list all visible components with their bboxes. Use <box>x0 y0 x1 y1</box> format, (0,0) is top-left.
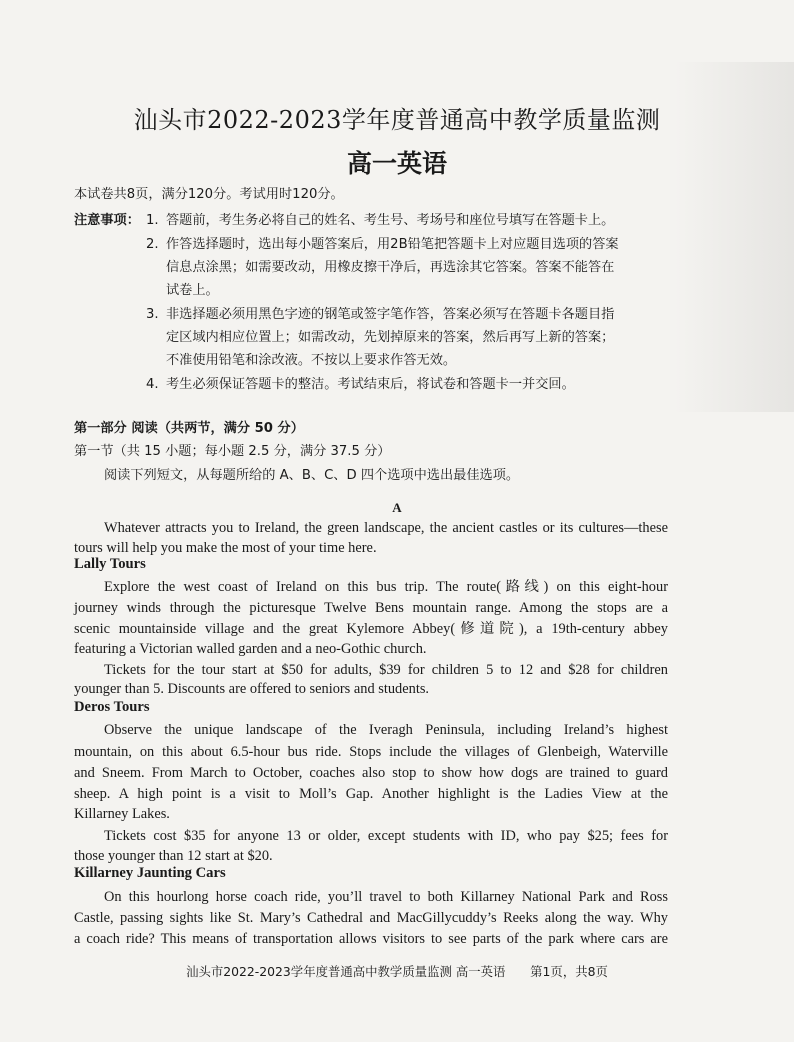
note-2-num: 2. <box>146 237 159 252</box>
note-2-line-1: 作答选择题时，选出每小题答案后，用2B铅笔把答题卡上对应题目选项的答案 <box>166 237 619 252</box>
tour-1-p1-line-4: featuring a Victorian walled garden and a neo-Gothic church. <box>74 641 427 657</box>
note-3-num: 3. <box>146 307 159 322</box>
tour-1-name: Lally Tours <box>74 556 146 572</box>
section1-instructions: 阅读下列短文，从每题所给的 A、B、C、D 四个选项中选出最佳选项。 <box>104 468 520 483</box>
notes-label: 注意事项： <box>74 213 140 228</box>
tour-2-p1-line-3: and Sneem. From March to October, coaches also stop to show how dogs are trained to guard <box>74 765 668 781</box>
tour-2-p1-line-1: Observe the unique landscape of the Iveragh Peninsula, including Ireland’s highest <box>104 722 668 738</box>
tour-3-p1-line-2: Castle, passing sights like St. Mary’s Cathedral and MacGillycuddy’s Reeks along the way. Why <box>74 910 668 926</box>
tour-1-p1-line-2: journey winds through the picturesque Twelve Bens mountain range. Among the stops are a <box>74 600 668 616</box>
tour-1-p2-line-1: Tickets for the tour start at $50 for adults, $39 for children 5 to 12 and $28 for children <box>104 662 668 678</box>
page-footer: 汕头市2022-2023学年度普通高中教学质量监测 高一英语 第1页，共8页 <box>186 964 608 979</box>
exam-subtitle: 高一英语 <box>346 149 447 178</box>
note-3-line-3: 不准使用铅笔和涂改液。不按以上要求作答无效。 <box>166 353 457 368</box>
note-4-line: 考生必须保证答题卡的整洁。考试结束后，将试卷和答题卡一并交回。 <box>166 377 575 392</box>
tour-2-p2-line-1: Tickets cost $35 for anyone 13 or older, except students with ID, who pay $25; fees for <box>104 828 668 844</box>
tour-1-p1-line-3: scenic mountainside village and the great Kylemore Abbey(修道院), a 19th-century abbey <box>74 621 668 637</box>
tour-2-p1-line-2: mountain, on this about 6.5-hour bus ride. Stops include the villages of Glenbeigh, Waterville <box>74 744 668 760</box>
tour-2-p2-line-2: those younger than 12 start at $20. <box>74 848 273 864</box>
note-2-line-3: 试卷上。 <box>166 283 219 298</box>
tour-1-p2-line-2: younger than 5. Discounts are offered to seniors and students. <box>74 681 430 697</box>
section1-title: 第一节（共 15 小题；每小题 2.5 分，满分 37.5 分） <box>74 444 391 459</box>
intro-line-1: Whatever attracts you to Ireland, the green landscape, the ancient castles or its cultures—these <box>104 520 668 536</box>
note-1-num: 1. <box>146 213 159 228</box>
note-3-line-1: 非选择题必须用黑色字迹的钢笔或签字笔作答，答案必须写在答题卡各题目指 <box>166 307 615 322</box>
note-3-line-2: 定区域内相应位置上；如需改动，先划掉原来的答案，然后再写上新的答案； <box>166 330 615 345</box>
tour-3-p1-line-3: a coach ride? This means of transportation allows visitors to see parts of the park where cars are <box>74 931 668 947</box>
passage-label: A <box>392 500 402 515</box>
intro-line-2: tours will help you make the most of your time here. <box>74 540 377 556</box>
note-1-line: 答题前，考生务必将自己的姓名、考生号、考场号和座位号填写在答题卡上。 <box>166 213 615 228</box>
tour-3-p1-line-1: On this hourlong horse coach ride, you’ll travel to both Killarney National Park and Ross <box>104 889 668 905</box>
tour-2-p1-line-5: Killarney Lakes. <box>74 806 170 822</box>
exam-title: 汕头市2022-2023学年度普通高中教学质量监测 <box>133 106 661 134</box>
tour-3-name: Killarney Jaunting Cars <box>74 865 226 881</box>
exam-info: 本试卷共8页，满分120分。考试用时120分。 <box>74 187 344 202</box>
tour-1-p1-line-1: Explore the west coast of Ireland on this bus trip. The route(路线) on this eight-hour <box>104 579 668 595</box>
note-2-line-2: 信息点涂黑；如需要改动，用橡皮擦干净后，再选涂其它答案。答案不能答在 <box>166 260 615 275</box>
tour-2-name: Deros Tours <box>74 699 150 715</box>
tour-2-p1-line-4: sheep. A high point is a visit to Moll’s Gap. Another highlight is the Ladies View at the <box>74 786 668 802</box>
note-4-num: 4. <box>146 377 159 392</box>
part1-title: 第一部分 阅读（共两节，满分 50 分） <box>74 421 304 436</box>
